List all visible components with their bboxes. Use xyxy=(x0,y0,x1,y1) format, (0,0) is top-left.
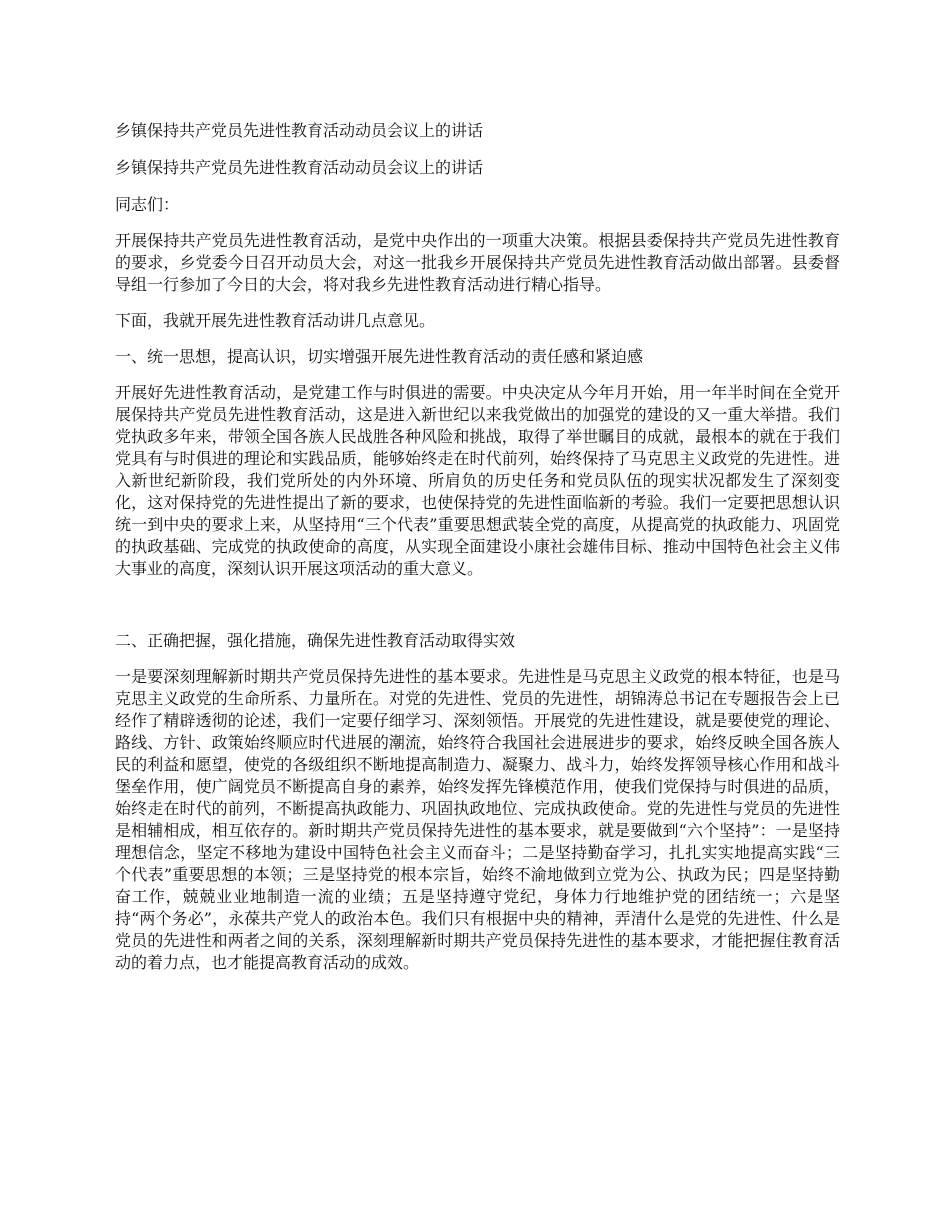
document-page xyxy=(115,120,840,974)
document-title: 乡镇保持共产党员先进性教育活动动员会议上的讲话 xyxy=(115,121,484,140)
greeting: 同志们： xyxy=(115,195,180,214)
document-subtitle: 乡镇保持共产党员先进性教育活动动员会议上的讲话 xyxy=(115,158,484,177)
section-heading-2: 二、正确把握，强化措施，确保先进性教育活动取得实效 xyxy=(115,631,516,650)
section-heading-1: 一、统一思想，提高认识，切实增强开展先进性教育活动的责任感和紧迫感 xyxy=(115,347,644,366)
paragraph-transition: 下面，我就开展先进性教育活动讲几点意见。 xyxy=(115,311,436,330)
paragraph-section-1: 开展好先进性教育活动，是党建工作与时俱进的需要。中央决定从今年月开始，用一年半时间在全党开展保持共产党员先进性教育活动，这是进入新世纪以来我党做出的加强党的建设的又一重大举措。我们党执政多年来，带领全国各族人民战胜各种风险和挑战，取得了举世瞩目的成就，最根本的就在于我们党具有与时俱进的理论和实践品质，能够始终走在时代前列，始终保持了马克思主义政党的先进性。进入新世纪新阶段，我们党所处的内外环境、所肩负的历史任务和党员队伍的现实状况都发生了深刻变化，这对保持党的先进性提出了新的要求，也使保持党的先进性面临新的考验。我们一定要把思想认识统一到中央的要求上来，从坚持用“三个代表”重要思想武装全党的高度，从提高党的执政能力、巩固党的执政基础、完成党的执政使命的高度，从实现全面建设小康社会雄伟目标、推动中国特色社会主义伟大事业的高度，深刻认识开展这项活动的重大意义。 xyxy=(115,383,840,578)
paragraph-intro: 开展保持共产党员先进性教育活动，是党中央作出的一项重大决策。根据县委保持共产党员先进性教育的要求，乡党委今日召开动员大会，对这一批我乡开展保持共产党员先进性教育活动做出部署。县委督导组一行参加了今日的大会，将对我乡先进性教育活动进行精心指导。 xyxy=(115,231,840,294)
paragraph-section-2: 一是要深刻理解新时期共产党员保持先进性的基本要求。先进性是马克思主义政党的根本特征，也是马克思主义政党的生命所系、力量所在。对党的先进性、党员的先进性，胡锦涛总书记在专题报告会上已经作了精辟透彻的论述，我们一定要仔细学习、深刻领悟。开展党的先进性建设，就是要使党的理论、路线、方针、政策始终顺应时代进展的潮流，始终符合我国社会进展进步的要求，始终反映全国各族人民的利益和愿望，使党的各级组织不断地提高制造力、凝聚力、战斗力，始终发挥领导核心作用和战斗堡垒作用，使广阔党员不断提高自身的素养，始终发挥先锋模范作用，使我们党保持与时俱进的品质，始终走在时代的前列，不断提高执政能力、巩固执政地位、完成执政使命。党的先进性与党员的先进性是相辅相成，相互依存的。新时期共产党员保持先进性的基本要求，就是要做到“六个坚持”：一是坚持理想信念，坚定不移地为建设中国特色社会主义而奋斗；二是坚持勤奋学习，扎扎实实地提高实践“三个代表”重要思想的本领；三是坚持党的根本宗旨，始终不渝地做到立党为公、执政为民；四是坚持勤奋工作，兢兢业业地制造一流的业绩；五是坚持遵守党纪，身体力行地维护党的团结统一；六是坚持“两个务必”，永葆共产党人的政治本色。我们只有根据中央的精神，弄清什么是党的先进性、什么是党员的先进性和两者之间的关系，深刻理解新时期共产党员保持先进性的基本要求，才能把握住教育活动的着力点，也才能提高教育活动的成效。 xyxy=(115,667,840,972)
